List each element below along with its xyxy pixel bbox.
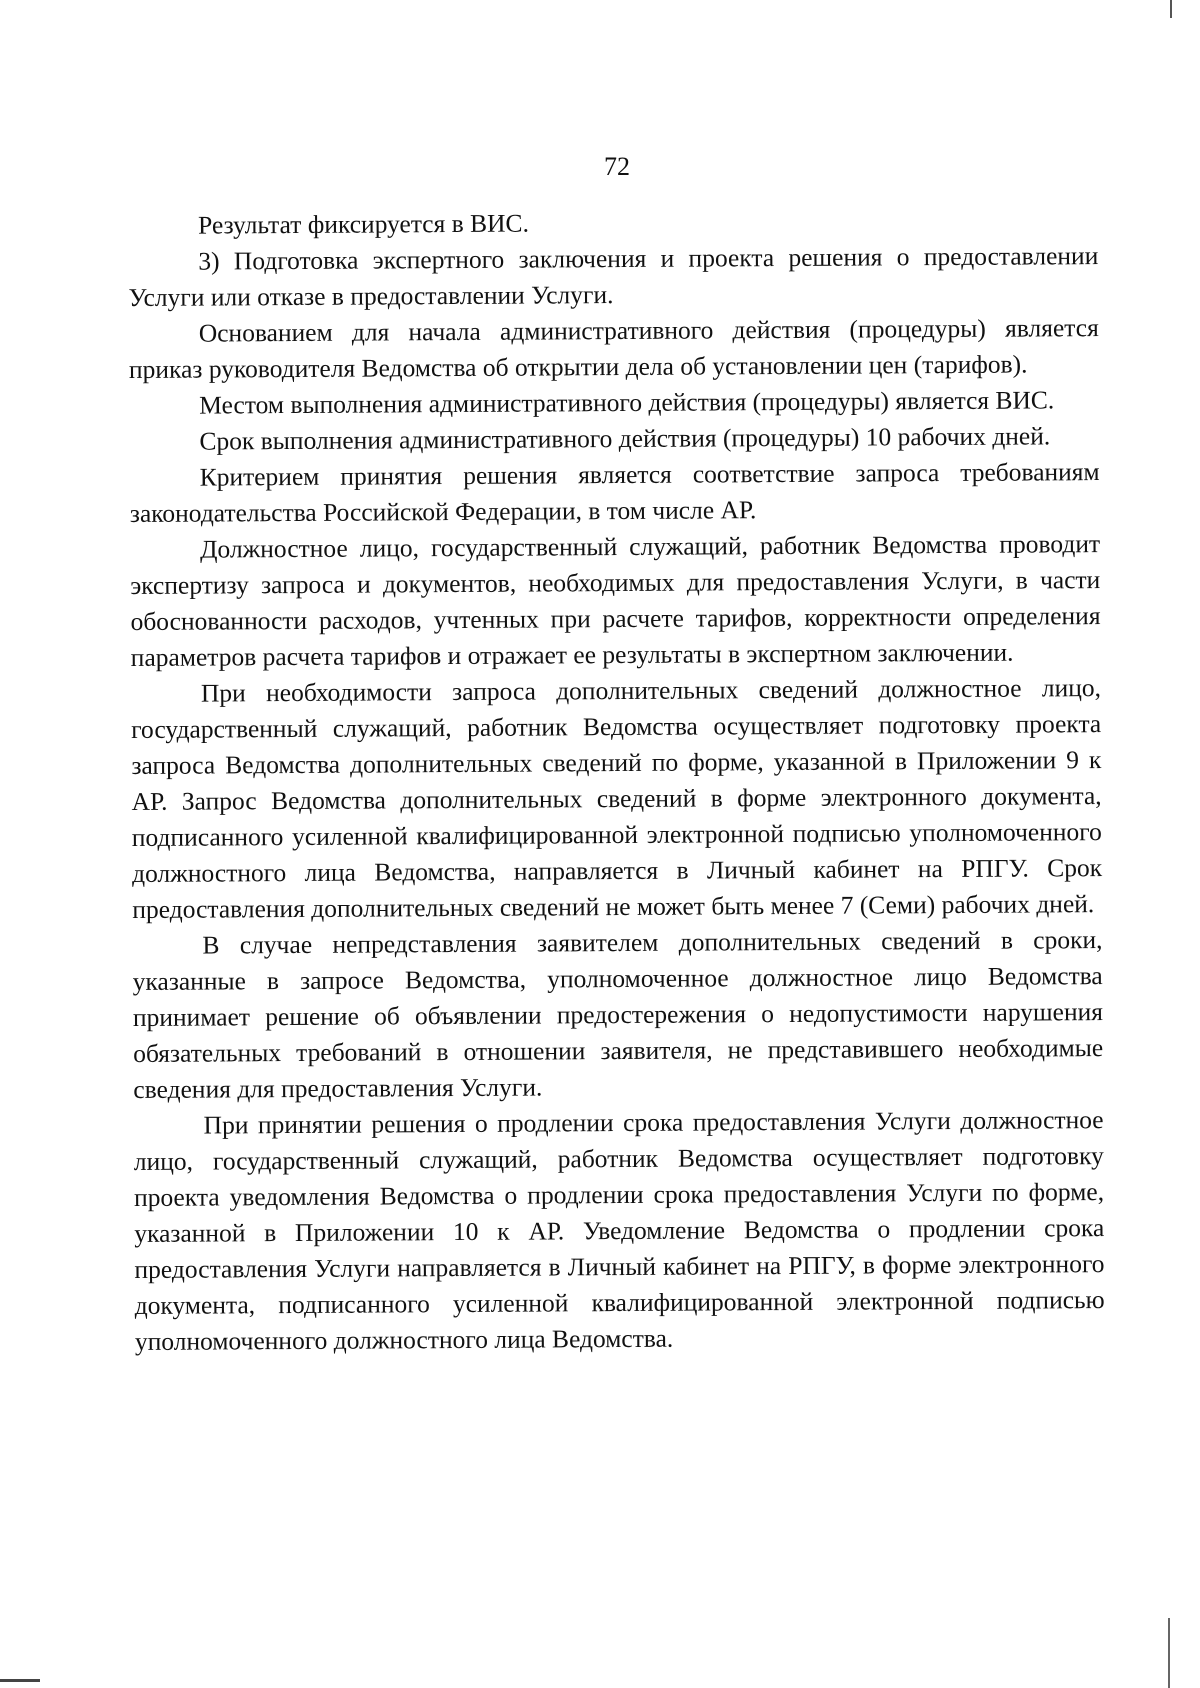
paragraph-place: Местом выполнения административного действия (процедуры) является ВИС. <box>199 385 1055 420</box>
paragraph-term: Срок выполнения административного действия (процедуры) 10 рабочих дней. <box>199 421 1051 456</box>
scan-edge-mark-bottom-left <box>0 1679 40 1682</box>
paragraph-basis: Основанием для начала административного действия (процедуры) является приказ руководителя Ведомства об открытии дела об установлении цен (тарифов). <box>128 313 1099 384</box>
scan-edge-mark-top <box>1170 0 1172 18</box>
scan-edge-mark-bottom-right <box>1168 1618 1170 1688</box>
paragraph-non-submission: В случае непредставления заявителем дополнительных сведений в сроки, указанные в запросе Ведомства, уполномоченное должностное лицо Ведомства принимает решение об объявлении предостережения о недопустимости нарушения обязательных требований в отношении заявителя, не представившего необходимые сведения для предоставления Услуги. <box>132 925 1104 1104</box>
paragraph-additional-info-request: При необходимости запроса дополнительных сведений должностное лицо, государственный служащий, работник Ведомства осуществляет подготовку проекта запроса Ведомства дополнительных сведений по форме, указанной в Приложении 9 к АР. Запрос Ведомства дополнительных сведений в форме электронного документа, подписанного усиленной квалифицированной электронной подписью уполномоченного должностного лица Ведомства, направляется в Личный кабинет на РПГУ. Срок предоставления дополнительных сведений не может быть менее 7 (Семи) рабочих дней. <box>131 673 1103 924</box>
paragraph-criterion: Критерием принятия решения является соответствие запроса требованиям законодательства Российской Федерации, в том числе АР. <box>129 457 1100 528</box>
paragraph-step-3-title: 3) Подготовка экспертного заключения и проекта решения о предоставлении Услуги или отказе в предоставлении Услуги. <box>128 241 1099 312</box>
paragraph-term-extension: При принятии решения о продлении срока предоставления Услуги должностное лицо, государственный служащий, работник Ведомства осуществляет подготовку проекта уведомления Ведомства о продлении срока предоставления Услуги по форме, указанной в Приложении 10 к АР. Уведомление Ведомства о продлении срока предоставления Услуги направляется в Личный кабинет на РПГУ, в форме электронного документа, подписанного усиленной квалифицированной электронной подписью уполномоченного должностного лица Ведомства. <box>133 1105 1105 1356</box>
document-body <box>128 202 1105 1360</box>
paragraph-expertise: Должностное лицо, государственный служащий, работник Ведомства проводит экспертизу запроса и документов, необходимых для предоставления Услуги, в части обоснованности расходов, учтенных при расчете тарифов, корректности определения параметров расчета тарифов и отражает ее результаты в экспертном заключении. <box>130 529 1101 672</box>
paragraph-result-recorded: Результат фиксируется в ВИС. <box>198 208 529 240</box>
page-number: 72 <box>604 152 630 181</box>
